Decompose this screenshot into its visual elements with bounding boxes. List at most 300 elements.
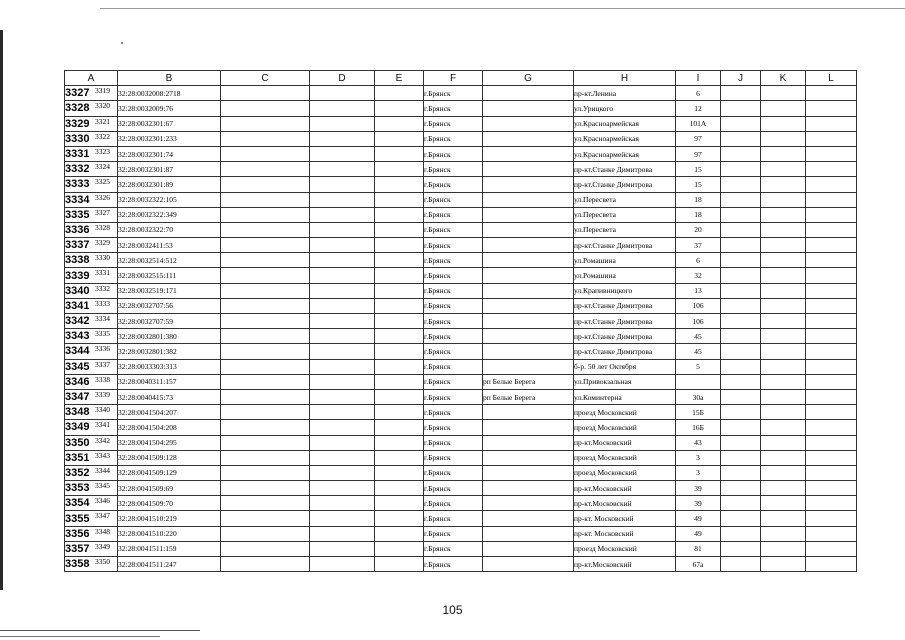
- cell-k[interactable]: [761, 207, 806, 222]
- cell-city[interactable]: г.Брянск: [424, 481, 483, 496]
- cell-street[interactable]: ул.Привокзальная: [574, 374, 676, 389]
- cell-e[interactable]: [375, 177, 424, 192]
- cell-c[interactable]: [221, 329, 310, 344]
- cell-house-number[interactable]: 15: [676, 177, 721, 192]
- cell-e[interactable]: [375, 192, 424, 207]
- cell-l[interactable]: [806, 465, 857, 480]
- cell-c[interactable]: [221, 541, 310, 556]
- cell-house-number[interactable]: 5: [676, 359, 721, 374]
- cell-settlement[interactable]: [483, 557, 574, 572]
- cell-settlement[interactable]: [483, 344, 574, 359]
- cell-city[interactable]: г.Брянск: [424, 222, 483, 237]
- cell-settlement[interactable]: [483, 314, 574, 329]
- cell-a[interactable]: [65, 405, 118, 420]
- cell-e[interactable]: [375, 526, 424, 541]
- cell-c[interactable]: [221, 435, 310, 450]
- cell-l[interactable]: [806, 116, 857, 131]
- cell-l[interactable]: [806, 526, 857, 541]
- cell-city[interactable]: г.Брянск: [424, 101, 483, 116]
- cell-d[interactable]: [310, 283, 375, 298]
- cell-a[interactable]: [65, 329, 118, 344]
- cell-e[interactable]: [375, 420, 424, 435]
- cell-k[interactable]: [761, 344, 806, 359]
- cell-city[interactable]: г.Брянск: [424, 146, 483, 161]
- cell-j[interactable]: [721, 222, 761, 237]
- cell-c[interactable]: [221, 344, 310, 359]
- cell-c[interactable]: [221, 268, 310, 283]
- cell-cadastral-number[interactable]: 32:28:0040311:157: [118, 374, 221, 389]
- cell-c[interactable]: [221, 207, 310, 222]
- cell-k[interactable]: [761, 526, 806, 541]
- cell-e[interactable]: [375, 283, 424, 298]
- cell-a[interactable]: [65, 116, 118, 131]
- cell-c[interactable]: [221, 86, 310, 101]
- cell-street[interactable]: ул.Красноармейская: [574, 116, 676, 131]
- cell-cadastral-number[interactable]: 32:28:0032301:89: [118, 177, 221, 192]
- cell-street[interactable]: пр-кт.Московский: [574, 435, 676, 450]
- cell-d[interactable]: [310, 526, 375, 541]
- cell-a[interactable]: [65, 557, 118, 572]
- cell-street[interactable]: пр-кт. Московский: [574, 511, 676, 526]
- cell-l[interactable]: [806, 298, 857, 313]
- cell-cadastral-number[interactable]: 32:28:0032009:76: [118, 101, 221, 116]
- cell-city[interactable]: г.Брянск: [424, 192, 483, 207]
- column-header-c[interactable]: C: [221, 71, 310, 86]
- cell-a[interactable]: [65, 344, 118, 359]
- cell-settlement[interactable]: [483, 298, 574, 313]
- cell-city[interactable]: г.Брянск: [424, 162, 483, 177]
- cell-l[interactable]: [806, 222, 857, 237]
- cell-house-number[interactable]: 97: [676, 131, 721, 146]
- cell-street[interactable]: проезд Московский: [574, 420, 676, 435]
- cell-city[interactable]: г.Брянск: [424, 207, 483, 222]
- cell-l[interactable]: [806, 162, 857, 177]
- cell-a[interactable]: [65, 465, 118, 480]
- cell-d[interactable]: [310, 177, 375, 192]
- cell-c[interactable]: [221, 314, 310, 329]
- cell-j[interactable]: [721, 465, 761, 480]
- cell-street[interactable]: ул.Крапивницкого: [574, 283, 676, 298]
- cell-k[interactable]: [761, 389, 806, 404]
- cell-e[interactable]: [375, 450, 424, 465]
- cell-street[interactable]: пр-кт.Станке Димитрова: [574, 344, 676, 359]
- cell-l[interactable]: [806, 177, 857, 192]
- cell-settlement[interactable]: рп Белые Берега: [483, 389, 574, 404]
- cell-city[interactable]: г.Брянск: [424, 238, 483, 253]
- cell-l[interactable]: [806, 253, 857, 268]
- cell-l[interactable]: [806, 192, 857, 207]
- cell-j[interactable]: [721, 481, 761, 496]
- cell-j[interactable]: [721, 298, 761, 313]
- cell-e[interactable]: [375, 329, 424, 344]
- cell-l[interactable]: [806, 238, 857, 253]
- cell-cadastral-number[interactable]: 32:28:0032801:380: [118, 329, 221, 344]
- cell-settlement[interactable]: [483, 177, 574, 192]
- cell-settlement[interactable]: [483, 162, 574, 177]
- cell-street[interactable]: проезд Московский: [574, 450, 676, 465]
- cell-e[interactable]: [375, 207, 424, 222]
- cell-c[interactable]: [221, 101, 310, 116]
- cell-k[interactable]: [761, 329, 806, 344]
- cell-d[interactable]: [310, 389, 375, 404]
- cell-city[interactable]: г.Брянск: [424, 329, 483, 344]
- cell-settlement[interactable]: [483, 359, 574, 374]
- cell-d[interactable]: [310, 435, 375, 450]
- cell-cadastral-number[interactable]: 32:28:0041509:69: [118, 481, 221, 496]
- cell-d[interactable]: [310, 465, 375, 480]
- column-header-b[interactable]: B: [118, 71, 221, 86]
- cell-k[interactable]: [761, 283, 806, 298]
- cell-settlement[interactable]: [483, 541, 574, 556]
- cell-house-number[interactable]: 16Б: [676, 420, 721, 435]
- cell-city[interactable]: г.Брянск: [424, 116, 483, 131]
- cell-street[interactable]: ул.Урицкого: [574, 101, 676, 116]
- cell-c[interactable]: [221, 450, 310, 465]
- cell-a[interactable]: [65, 253, 118, 268]
- cell-street[interactable]: пр-кт.Станке Димитрова: [574, 298, 676, 313]
- cell-city[interactable]: г.Брянск: [424, 541, 483, 556]
- cell-a[interactable]: [65, 101, 118, 116]
- cell-c[interactable]: [221, 481, 310, 496]
- cell-a[interactable]: [65, 435, 118, 450]
- cell-cadastral-number[interactable]: 32:28:0041509:128: [118, 450, 221, 465]
- cell-street[interactable]: ул.Пересвета: [574, 192, 676, 207]
- cell-city[interactable]: г.Брянск: [424, 389, 483, 404]
- cell-settlement[interactable]: [483, 192, 574, 207]
- cell-k[interactable]: [761, 131, 806, 146]
- cell-e[interactable]: [375, 557, 424, 572]
- cell-city[interactable]: г.Брянск: [424, 526, 483, 541]
- cell-city[interactable]: г.Брянск: [424, 177, 483, 192]
- cell-d[interactable]: [310, 222, 375, 237]
- cell-house-number[interactable]: 49: [676, 511, 721, 526]
- cell-city[interactable]: г.Брянск: [424, 435, 483, 450]
- cell-l[interactable]: [806, 344, 857, 359]
- cell-settlement[interactable]: [483, 86, 574, 101]
- cell-street[interactable]: проезд Московский: [574, 405, 676, 420]
- cell-d[interactable]: [310, 405, 375, 420]
- cell-d[interactable]: [310, 268, 375, 283]
- cell-street[interactable]: пр-кт.Станке Димитрова: [574, 314, 676, 329]
- cell-cadastral-number[interactable]: 32:28:0032515:111: [118, 268, 221, 283]
- cell-k[interactable]: [761, 557, 806, 572]
- cell-j[interactable]: [721, 207, 761, 222]
- cell-street[interactable]: пр-кт.Московский: [574, 557, 676, 572]
- cell-city[interactable]: г.Брянск: [424, 450, 483, 465]
- column-header-a[interactable]: A: [65, 71, 118, 86]
- cell-l[interactable]: [806, 207, 857, 222]
- cell-house-number[interactable]: 43: [676, 435, 721, 450]
- cell-e[interactable]: [375, 435, 424, 450]
- cell-house-number[interactable]: 15Б: [676, 405, 721, 420]
- cell-street[interactable]: пр-кт.Станке Димитрова: [574, 177, 676, 192]
- cell-city[interactable]: г.Брянск: [424, 557, 483, 572]
- cell-a[interactable]: [65, 496, 118, 511]
- cell-settlement[interactable]: [483, 238, 574, 253]
- cell-j[interactable]: [721, 557, 761, 572]
- cell-k[interactable]: [761, 162, 806, 177]
- cell-city[interactable]: г.Брянск: [424, 131, 483, 146]
- cell-e[interactable]: [375, 162, 424, 177]
- cell-a[interactable]: [65, 389, 118, 404]
- cell-street[interactable]: ул.Красноармейская: [574, 146, 676, 161]
- cell-d[interactable]: [310, 253, 375, 268]
- cell-house-number[interactable]: 39: [676, 496, 721, 511]
- cell-c[interactable]: [221, 253, 310, 268]
- cell-a[interactable]: [65, 207, 118, 222]
- cell-a[interactable]: [65, 511, 118, 526]
- cell-e[interactable]: [375, 359, 424, 374]
- cell-house-number[interactable]: 81: [676, 541, 721, 556]
- cell-k[interactable]: [761, 192, 806, 207]
- cell-k[interactable]: [761, 450, 806, 465]
- cell-j[interactable]: [721, 283, 761, 298]
- cell-street[interactable]: пр-кт.Ленина: [574, 86, 676, 101]
- cell-l[interactable]: [806, 557, 857, 572]
- column-header-l[interactable]: L: [806, 71, 857, 86]
- cell-l[interactable]: [806, 86, 857, 101]
- cell-a[interactable]: [65, 481, 118, 496]
- cell-c[interactable]: [221, 298, 310, 313]
- cell-cadastral-number[interactable]: 32:28:0041510:220: [118, 526, 221, 541]
- cell-cadastral-number[interactable]: 32:28:0032514:512: [118, 253, 221, 268]
- cell-settlement[interactable]: [483, 435, 574, 450]
- cell-settlement[interactable]: [483, 420, 574, 435]
- cell-city[interactable]: г.Брянск: [424, 283, 483, 298]
- cell-city[interactable]: г.Брянск: [424, 314, 483, 329]
- cell-settlement[interactable]: [483, 101, 574, 116]
- cell-l[interactable]: [806, 389, 857, 404]
- cell-cadastral-number[interactable]: 32:28:0032008:2718: [118, 86, 221, 101]
- cell-street[interactable]: ул.Коминтерна: [574, 389, 676, 404]
- cell-street[interactable]: ул.Ромашина: [574, 253, 676, 268]
- cell-cadastral-number[interactable]: 32:28:0040415:73: [118, 389, 221, 404]
- cell-e[interactable]: [375, 222, 424, 237]
- cell-c[interactable]: [221, 177, 310, 192]
- cell-d[interactable]: [310, 374, 375, 389]
- cell-house-number[interactable]: 67а: [676, 557, 721, 572]
- cell-settlement[interactable]: [483, 450, 574, 465]
- cell-house-number[interactable]: [676, 374, 721, 389]
- cell-k[interactable]: [761, 86, 806, 101]
- cell-street[interactable]: ул.Пересвета: [574, 207, 676, 222]
- cell-city[interactable]: г.Брянск: [424, 268, 483, 283]
- cell-cadastral-number[interactable]: 32:28:0032301:233: [118, 131, 221, 146]
- cell-c[interactable]: [221, 465, 310, 480]
- cell-city[interactable]: г.Брянск: [424, 359, 483, 374]
- cell-house-number[interactable]: 6: [676, 86, 721, 101]
- cell-a[interactable]: [65, 314, 118, 329]
- cell-e[interactable]: [375, 389, 424, 404]
- cell-settlement[interactable]: [483, 481, 574, 496]
- cell-d[interactable]: [310, 162, 375, 177]
- cell-j[interactable]: [721, 344, 761, 359]
- cell-c[interactable]: [221, 192, 310, 207]
- cell-j[interactable]: [721, 268, 761, 283]
- cell-l[interactable]: [806, 420, 857, 435]
- cell-c[interactable]: [221, 283, 310, 298]
- cell-e[interactable]: [375, 541, 424, 556]
- cell-d[interactable]: [310, 86, 375, 101]
- cell-cadastral-number[interactable]: 32:28:0041511:159: [118, 541, 221, 556]
- cell-street[interactable]: пр-кт.Московский: [574, 481, 676, 496]
- cell-house-number[interactable]: 3: [676, 450, 721, 465]
- cell-street[interactable]: пр-кт.Московский: [574, 496, 676, 511]
- cell-j[interactable]: [721, 496, 761, 511]
- cell-settlement[interactable]: [483, 146, 574, 161]
- cell-city[interactable]: г.Брянск: [424, 465, 483, 480]
- cell-k[interactable]: [761, 359, 806, 374]
- cell-e[interactable]: [375, 465, 424, 480]
- cell-j[interactable]: [721, 192, 761, 207]
- cell-j[interactable]: [721, 450, 761, 465]
- cell-a[interactable]: [65, 162, 118, 177]
- cell-j[interactable]: [721, 253, 761, 268]
- cell-e[interactable]: [375, 405, 424, 420]
- cell-settlement[interactable]: [483, 511, 574, 526]
- cell-d[interactable]: [310, 420, 375, 435]
- cell-l[interactable]: [806, 496, 857, 511]
- cell-cadastral-number[interactable]: 32:28:0041511:247: [118, 557, 221, 572]
- cell-settlement[interactable]: [483, 116, 574, 131]
- cell-settlement[interactable]: [483, 465, 574, 480]
- cell-a[interactable]: [65, 86, 118, 101]
- cell-j[interactable]: [721, 329, 761, 344]
- cell-house-number[interactable]: 13: [676, 283, 721, 298]
- cell-cadastral-number[interactable]: 32:28:0041504:295: [118, 435, 221, 450]
- cell-j[interactable]: [721, 435, 761, 450]
- cell-j[interactable]: [721, 526, 761, 541]
- cell-j[interactable]: [721, 359, 761, 374]
- cell-city[interactable]: г.Брянск: [424, 298, 483, 313]
- cell-a[interactable]: [65, 450, 118, 465]
- cell-j[interactable]: [721, 177, 761, 192]
- cell-city[interactable]: г.Брянск: [424, 496, 483, 511]
- cell-j[interactable]: [721, 314, 761, 329]
- cell-settlement[interactable]: [483, 329, 574, 344]
- cell-k[interactable]: [761, 268, 806, 283]
- cell-house-number[interactable]: 97: [676, 146, 721, 161]
- cell-k[interactable]: [761, 177, 806, 192]
- cell-j[interactable]: [721, 405, 761, 420]
- cell-a[interactable]: [65, 222, 118, 237]
- cell-l[interactable]: [806, 359, 857, 374]
- cell-settlement[interactable]: [483, 405, 574, 420]
- cell-cadastral-number[interactable]: 32:28:0032301:67: [118, 116, 221, 131]
- cell-j[interactable]: [721, 116, 761, 131]
- cell-street[interactable]: б-р. 50 лет Октября: [574, 359, 676, 374]
- cell-k[interactable]: [761, 420, 806, 435]
- cell-house-number[interactable]: 106: [676, 314, 721, 329]
- cell-house-number[interactable]: 45: [676, 344, 721, 359]
- cell-c[interactable]: [221, 374, 310, 389]
- cell-c[interactable]: [221, 511, 310, 526]
- cell-k[interactable]: [761, 146, 806, 161]
- cell-e[interactable]: [375, 253, 424, 268]
- cell-a[interactable]: [65, 359, 118, 374]
- cell-j[interactable]: [721, 541, 761, 556]
- cell-l[interactable]: [806, 131, 857, 146]
- column-header-h[interactable]: H: [574, 71, 676, 86]
- cell-k[interactable]: [761, 314, 806, 329]
- cell-d[interactable]: [310, 298, 375, 313]
- cell-l[interactable]: [806, 374, 857, 389]
- cell-cadastral-number[interactable]: 32:28:0032519:171: [118, 283, 221, 298]
- cell-cadastral-number[interactable]: 32:28:0032322:349: [118, 207, 221, 222]
- cell-l[interactable]: [806, 511, 857, 526]
- cell-l[interactable]: [806, 283, 857, 298]
- cell-house-number[interactable]: 12: [676, 101, 721, 116]
- cell-house-number[interactable]: 45: [676, 329, 721, 344]
- cell-cadastral-number[interactable]: 32:28:0041509:129: [118, 465, 221, 480]
- cell-l[interactable]: [806, 541, 857, 556]
- cell-k[interactable]: [761, 298, 806, 313]
- cell-d[interactable]: [310, 146, 375, 161]
- cell-a[interactable]: [65, 177, 118, 192]
- cell-e[interactable]: [375, 314, 424, 329]
- cell-city[interactable]: г.Брянск: [424, 344, 483, 359]
- cell-j[interactable]: [721, 389, 761, 404]
- cell-d[interactable]: [310, 207, 375, 222]
- cell-j[interactable]: [721, 374, 761, 389]
- cell-k[interactable]: [761, 238, 806, 253]
- cell-j[interactable]: [721, 238, 761, 253]
- cell-cadastral-number[interactable]: 32:28:0041509:70: [118, 496, 221, 511]
- cell-house-number[interactable]: 3: [676, 465, 721, 480]
- cell-house-number[interactable]: 106: [676, 298, 721, 313]
- cell-j[interactable]: [721, 162, 761, 177]
- cell-k[interactable]: [761, 435, 806, 450]
- cell-settlement[interactable]: [483, 283, 574, 298]
- cell-settlement[interactable]: [483, 253, 574, 268]
- cell-j[interactable]: [721, 101, 761, 116]
- cell-cadastral-number[interactable]: 32:28:0041510:219: [118, 511, 221, 526]
- cell-d[interactable]: [310, 481, 375, 496]
- cell-settlement[interactable]: рп Белые Берега: [483, 374, 574, 389]
- cell-d[interactable]: [310, 359, 375, 374]
- cell-k[interactable]: [761, 101, 806, 116]
- cell-street[interactable]: ул.Красноармейская: [574, 131, 676, 146]
- cell-c[interactable]: [221, 238, 310, 253]
- cell-cadastral-number[interactable]: 32:28:0032707:59: [118, 314, 221, 329]
- cell-k[interactable]: [761, 253, 806, 268]
- cell-k[interactable]: [761, 374, 806, 389]
- cell-c[interactable]: [221, 222, 310, 237]
- column-header-e[interactable]: E: [375, 71, 424, 86]
- cell-a[interactable]: [65, 268, 118, 283]
- cell-a[interactable]: [65, 526, 118, 541]
- column-header-k[interactable]: K: [761, 71, 806, 86]
- cell-j[interactable]: [721, 146, 761, 161]
- cell-d[interactable]: [310, 116, 375, 131]
- cell-house-number[interactable]: 37: [676, 238, 721, 253]
- cell-e[interactable]: [375, 116, 424, 131]
- cell-street[interactable]: ул.Ромашина: [574, 268, 676, 283]
- column-header-i[interactable]: I: [676, 71, 721, 86]
- cell-city[interactable]: г.Брянск: [424, 420, 483, 435]
- cell-j[interactable]: [721, 131, 761, 146]
- cell-settlement[interactable]: [483, 207, 574, 222]
- cell-j[interactable]: [721, 86, 761, 101]
- cell-c[interactable]: [221, 526, 310, 541]
- cell-l[interactable]: [806, 101, 857, 116]
- cell-house-number[interactable]: 20: [676, 222, 721, 237]
- cell-a[interactable]: [65, 298, 118, 313]
- cell-street[interactable]: ул.Пересвета: [574, 222, 676, 237]
- cell-d[interactable]: [310, 314, 375, 329]
- cell-a[interactable]: [65, 541, 118, 556]
- cell-l[interactable]: [806, 314, 857, 329]
